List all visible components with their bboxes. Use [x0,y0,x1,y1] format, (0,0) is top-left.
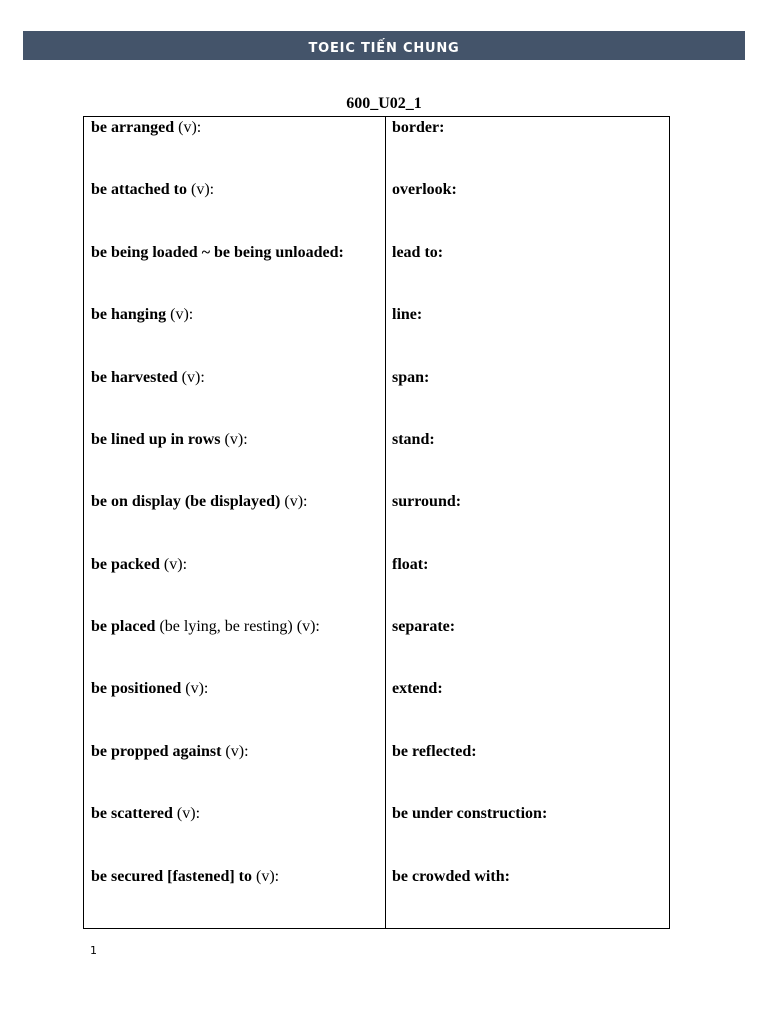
vocab-term: be hanging [91,306,167,323]
vocab-note: (be lying, be resting) (v): [155,618,320,635]
vocab-term: border: [392,119,445,136]
vocab-note: (v): [166,306,194,323]
vocab-note: (v): [174,119,202,136]
vocab-entry [91,617,320,637]
vocab-term: extend: [392,680,443,697]
vocab-term: be being loaded ~ be being unloaded: [91,244,344,261]
vocab-term: surround: [392,493,462,510]
vocab-term: be propped against [91,743,222,760]
vocab-term: be under construction: [392,805,548,822]
vocab-entry [91,118,201,138]
vocab-term: be crowded with: [392,868,510,885]
vocab-entry [91,305,193,325]
vocab-note: (v): [159,556,188,573]
vocab-entry [91,867,279,887]
vocab-entry [392,180,457,200]
vocab-term: overlook: [392,181,457,198]
vocab-entry [392,118,444,138]
vocab-entry [392,430,435,450]
vocab-entry [91,679,208,699]
vocab-term: be packed [91,556,160,573]
vocab-entry [91,368,205,388]
vocab-term: float: [392,556,429,573]
vocab-note: (v): [280,493,308,510]
vocab-entry [392,804,547,824]
vocab-term: be reflected: [392,743,477,760]
vocab-entry [91,742,249,762]
vocab-entry [392,555,428,575]
vocab-term: be secured [fastened] to [91,868,253,885]
vocab-term: stand: [392,431,435,448]
vocab-term: be placed [91,618,156,635]
vocab-term: be attached to [91,181,187,198]
vocab-entry [91,243,344,263]
vocabulary-column-left [84,117,386,928]
vocab-entry [392,243,443,263]
vocabulary-table [83,116,670,929]
vocab-note: (v): [252,868,280,885]
vocab-note: (v): [177,369,205,386]
vocab-entry [91,180,214,200]
vocab-entry [392,617,455,637]
vocab-term: be on display (be displayed) [91,493,281,510]
document-title: 600_U02_1 [346,95,422,112]
vocab-entry [91,804,200,824]
vocab-entry [392,305,422,325]
vocab-term: lead to: [392,244,444,261]
vocab-term: span: [392,369,430,386]
vocab-entry [91,492,308,512]
vocab-term: line: [392,306,423,323]
vocab-entry [392,867,510,887]
vocab-term: be harvested [91,369,178,386]
vocab-note: (v): [186,181,215,198]
vocab-term: be scattered [91,805,173,822]
vocabulary-column-right [386,117,669,928]
vocab-entry [392,368,429,388]
vocab-term: separate: [392,618,456,635]
vocab-note: (v): [221,743,249,760]
vocab-entry [91,555,187,575]
vocab-term: be arranged [91,119,175,136]
header-title: TOEIC TIẾN CHUNG [308,41,460,56]
vocab-note: (v): [181,680,209,697]
vocab-entry [392,492,461,512]
vocab-entry [91,430,248,450]
vocab-term: be lined up in rows [91,431,221,448]
page-number: 1 [90,944,97,957]
vocab-entry [392,742,477,762]
vocab-note: (v): [172,805,201,822]
vocab-term: be positioned [91,680,182,697]
header-bar [23,31,745,60]
vocab-note: (v): [220,431,248,448]
vocab-entry [392,679,443,699]
